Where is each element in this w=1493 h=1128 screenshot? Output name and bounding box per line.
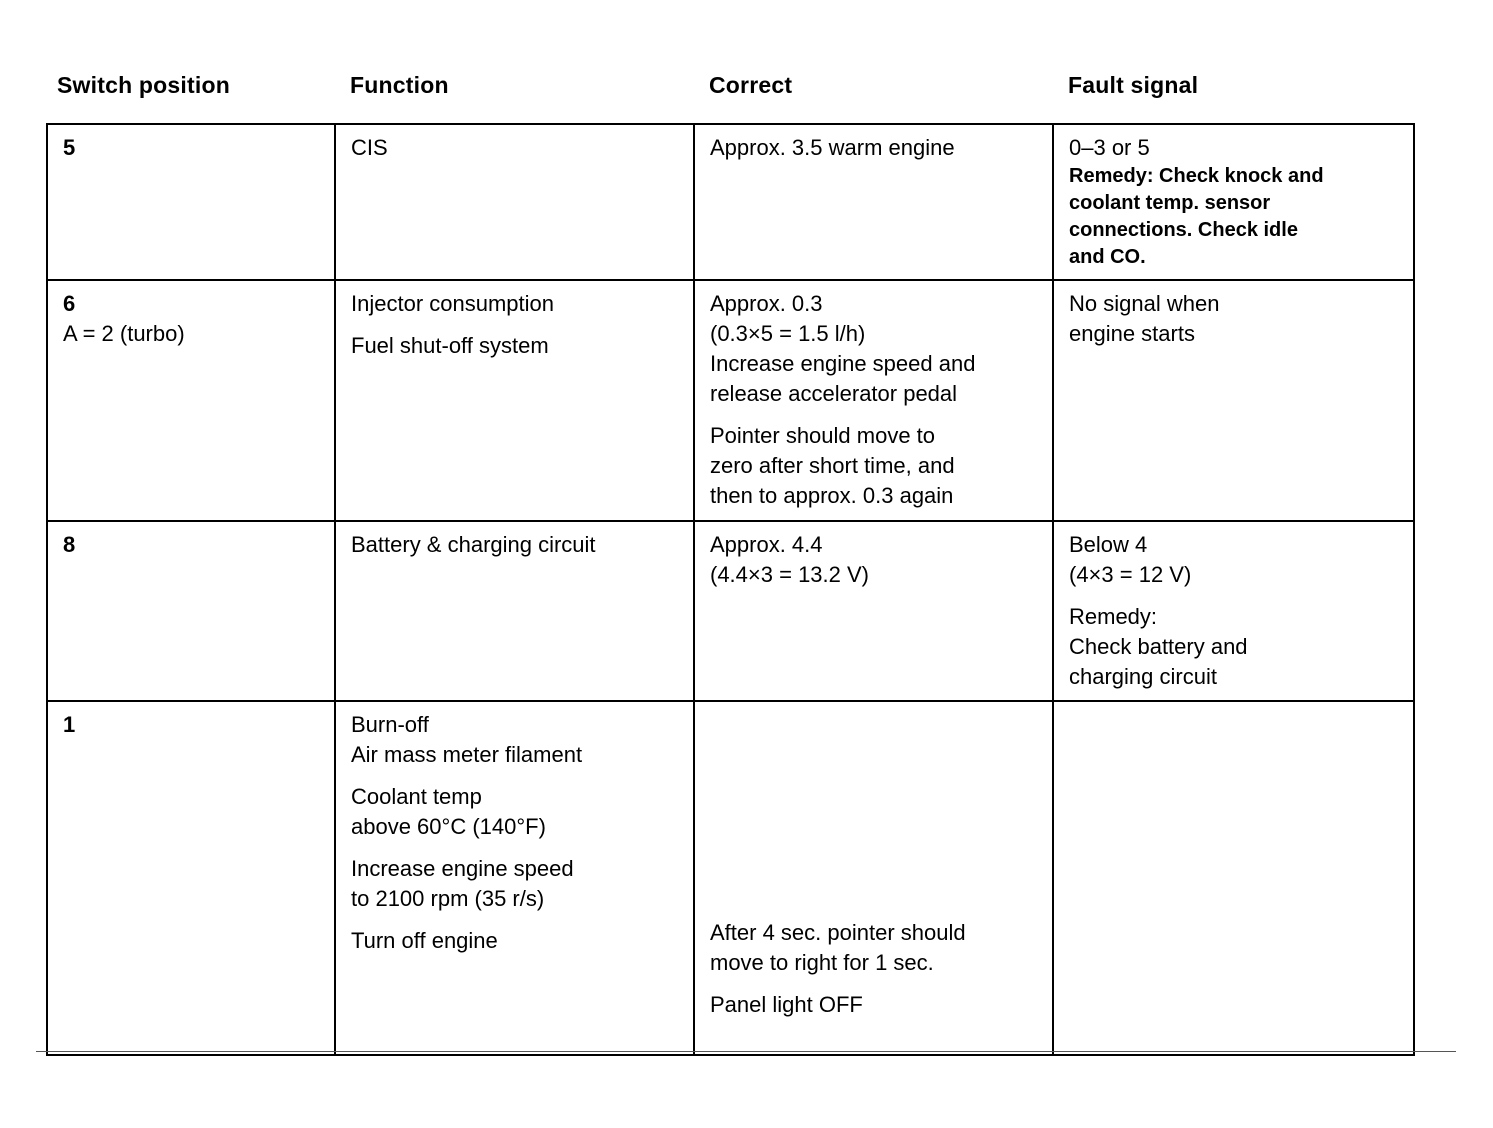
- fault-text: No signal when: [1069, 291, 1220, 316]
- fault-text: Below 4: [1069, 532, 1148, 557]
- fault-cell: [1053, 521, 1414, 701]
- switch-value: 1: [63, 712, 76, 737]
- correct-text: then to approx. 0.3 again: [710, 483, 954, 508]
- correct-cell: [694, 701, 1053, 1055]
- function-text: to 2100 rpm (35 r/s): [351, 886, 545, 911]
- function-text: Coolant temp: [351, 784, 482, 809]
- function-text: Fuel shut-off system: [351, 333, 549, 358]
- switch-cell: [47, 521, 335, 701]
- switch-cell: [47, 701, 335, 1055]
- function-cell: [335, 124, 694, 280]
- fault-cell: [1053, 701, 1414, 1055]
- fault-text: 0–3 or 5: [1069, 135, 1150, 160]
- correct-cell: [694, 521, 1053, 701]
- function-text: Battery & charging circuit: [351, 532, 596, 557]
- remedy-text: and CO.: [1069, 246, 1146, 268]
- switch-cell: [47, 280, 335, 521]
- fault-text: Check battery and: [1069, 634, 1248, 659]
- correct-text: Pointer should move to: [710, 423, 936, 448]
- table-header-row: [0, 72, 1493, 102]
- function-text: CIS: [351, 135, 388, 160]
- remedy-text: connections. Check idle: [1069, 219, 1298, 241]
- fault-cell: [1053, 124, 1414, 280]
- correct-text: move to right for 1 sec.: [710, 950, 934, 975]
- correct-text: After 4 sec. pointer should: [710, 920, 966, 945]
- table-row: [47, 521, 1414, 701]
- switch-value: 5: [63, 135, 76, 160]
- function-cell: [335, 280, 694, 521]
- function-cell: [335, 701, 694, 1055]
- switch-cell: [47, 124, 335, 280]
- correct-text: Increase engine speed and: [710, 351, 976, 376]
- fault-text: engine starts: [1069, 321, 1195, 346]
- header-fault-signal: Fault signal: [1068, 72, 1199, 98]
- correct-text: Approx. 4.4: [710, 532, 823, 557]
- function-text: Injector consumption: [351, 291, 554, 316]
- correct-text: (0.3×5 = 1.5 l/h): [710, 321, 866, 346]
- function-text: Air mass meter filament: [351, 742, 583, 767]
- switch-note: A = 2 (turbo): [63, 321, 185, 346]
- function-text: Increase engine speed: [351, 856, 574, 881]
- bottom-rule: [36, 1051, 1456, 1052]
- correct-text: Panel light OFF: [710, 992, 863, 1017]
- correct-text: (4.4×3 = 13.2 V): [710, 562, 869, 587]
- header-switch-position: Switch position: [57, 72, 230, 98]
- header-function: Function: [350, 72, 449, 98]
- function-text: Turn off engine: [351, 928, 498, 953]
- function-cell: [335, 521, 694, 701]
- remedy-text: Remedy: Check knock and: [1069, 165, 1324, 187]
- function-text: above 60°C (140°F): [351, 814, 546, 839]
- table-row: [47, 701, 1414, 1055]
- correct-cell: [694, 124, 1053, 280]
- diagnostic-table: [46, 123, 1415, 1056]
- remedy-text: coolant temp. sensor: [1069, 192, 1271, 214]
- function-text: Burn-off: [351, 712, 429, 737]
- header-correct: Correct: [709, 72, 793, 98]
- table-row: [47, 280, 1414, 521]
- fault-text: charging circuit: [1069, 664, 1217, 689]
- correct-text: zero after short time, and: [710, 453, 955, 478]
- switch-value: 8: [63, 532, 76, 557]
- correct-cell: [694, 280, 1053, 521]
- fault-cell: [1053, 280, 1414, 521]
- fault-text: (4×3 = 12 V): [1069, 562, 1192, 587]
- table-row: [47, 124, 1414, 280]
- fault-text: Remedy:: [1069, 604, 1158, 629]
- correct-text: Approx. 0.3: [710, 291, 823, 316]
- correct-text: release accelerator pedal: [710, 381, 958, 406]
- switch-value: 6: [63, 291, 76, 316]
- correct-text: Approx. 3.5 warm engine: [710, 135, 955, 160]
